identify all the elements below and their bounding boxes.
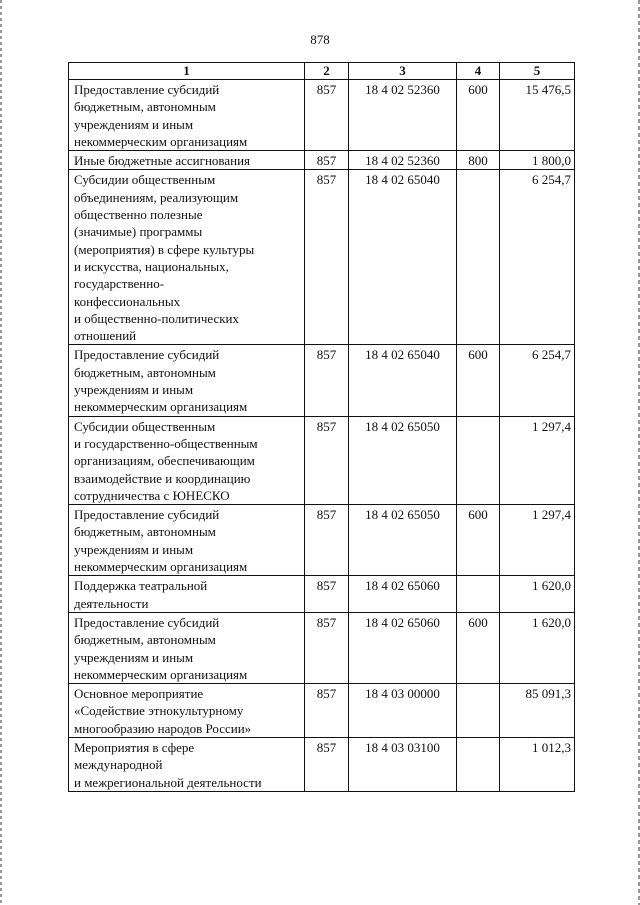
cell-amount: 1 297,4 [500, 416, 575, 504]
cell-name: Мероприятия в сфере международной и межрегиональной деятельности [69, 737, 305, 791]
cell-amount: 1 012,3 [500, 737, 575, 791]
cell-ministry-code: 857 [305, 612, 349, 683]
cell-target-article: 18 4 02 65060 [349, 612, 457, 683]
cell-target-article: 18 4 03 03100 [349, 737, 457, 791]
cell-ministry-code: 857 [305, 505, 349, 576]
cell-name: Субсидии общественным и государственно-общественным организациям, обеспечивающим взаимодействие и координацию сотрудничества с ЮНЕСКО [69, 416, 305, 504]
cell-ministry-code: 857 [305, 151, 349, 170]
table-row [69, 80, 575, 151]
cell-amount: 6 254,7 [500, 170, 575, 345]
column-header-3: 3 [349, 63, 457, 80]
table-row [69, 684, 575, 738]
table-row [69, 505, 575, 576]
table-row [69, 170, 575, 345]
table-row [69, 345, 575, 416]
table-row [69, 576, 575, 613]
scan-edge-left [0, 0, 2, 905]
cell-name: Предоставление субсидий бюджетным, автономным учреждениям и иным некоммерческим организациям [69, 612, 305, 683]
table-row [69, 151, 575, 170]
column-header-5: 5 [500, 63, 575, 80]
cell-name: Предоставление субсидий бюджетным, автономным учреждениям и иным некоммерческим организациям [69, 505, 305, 576]
cell-amount: 15 476,5 [500, 80, 575, 151]
cell-name: Основное мероприятие «Содействие этнокультурному многообразию народов России» [69, 684, 305, 738]
cell-ministry-code: 857 [305, 80, 349, 151]
cell-expense-type: 600 [457, 80, 500, 151]
cell-expense-type [457, 684, 500, 738]
cell-target-article: 18 4 02 52360 [349, 151, 457, 170]
cell-target-article: 18 4 02 65040 [349, 345, 457, 416]
cell-target-article: 18 4 03 00000 [349, 684, 457, 738]
budget-table-container [68, 62, 575, 792]
cell-name: Иные бюджетные ассигнования [69, 151, 305, 170]
cell-expense-type: 600 [457, 505, 500, 576]
cell-expense-type: 600 [457, 345, 500, 416]
table-header-row [69, 63, 575, 80]
cell-name: Предоставление субсидий бюджетным, автономным учреждениям и иным некоммерческим организациям [69, 80, 305, 151]
page-number: 878 [310, 32, 330, 47]
cell-target-article: 18 4 02 65060 [349, 576, 457, 613]
table-body [69, 80, 575, 792]
cell-target-article: 18 4 02 52360 [349, 80, 457, 151]
cell-expense-type [457, 416, 500, 504]
cell-expense-type [457, 170, 500, 345]
cell-ministry-code: 857 [305, 345, 349, 416]
cell-amount: 1 620,0 [500, 612, 575, 683]
cell-amount: 1 297,4 [500, 505, 575, 576]
table-row [69, 416, 575, 504]
column-header-4: 4 [457, 63, 500, 80]
cell-amount: 85 091,3 [500, 684, 575, 738]
column-header-2: 2 [305, 63, 349, 80]
cell-ministry-code: 857 [305, 737, 349, 791]
column-header-1: 1 [69, 63, 305, 80]
cell-name: Предоставление субсидий бюджетным, автономным учреждениям и иным некоммерческим организациям [69, 345, 305, 416]
cell-expense-type [457, 576, 500, 613]
cell-amount: 1 800,0 [500, 151, 575, 170]
budget-table [68, 62, 575, 792]
cell-expense-type [457, 737, 500, 791]
cell-target-article: 18 4 02 65050 [349, 505, 457, 576]
cell-name: Поддержка театральной деятельности [69, 576, 305, 613]
cell-target-article: 18 4 02 65050 [349, 416, 457, 504]
cell-amount: 1 620,0 [500, 576, 575, 613]
table-row [69, 612, 575, 683]
cell-ministry-code: 857 [305, 684, 349, 738]
cell-expense-type: 800 [457, 151, 500, 170]
cell-name: Субсидии общественным объединениям, реализующим общественно полезные (значимые) программы (мероприятия) в сфере культуры и искусства, национальных, государственно- конфессиональных и общественно-политических отношений [69, 170, 305, 345]
cell-expense-type: 600 [457, 612, 500, 683]
cell-amount: 6 254,7 [500, 345, 575, 416]
table-row [69, 737, 575, 791]
cell-target-article: 18 4 02 65040 [349, 170, 457, 345]
cell-ministry-code: 857 [305, 170, 349, 345]
cell-ministry-code: 857 [305, 576, 349, 613]
cell-ministry-code: 857 [305, 416, 349, 504]
